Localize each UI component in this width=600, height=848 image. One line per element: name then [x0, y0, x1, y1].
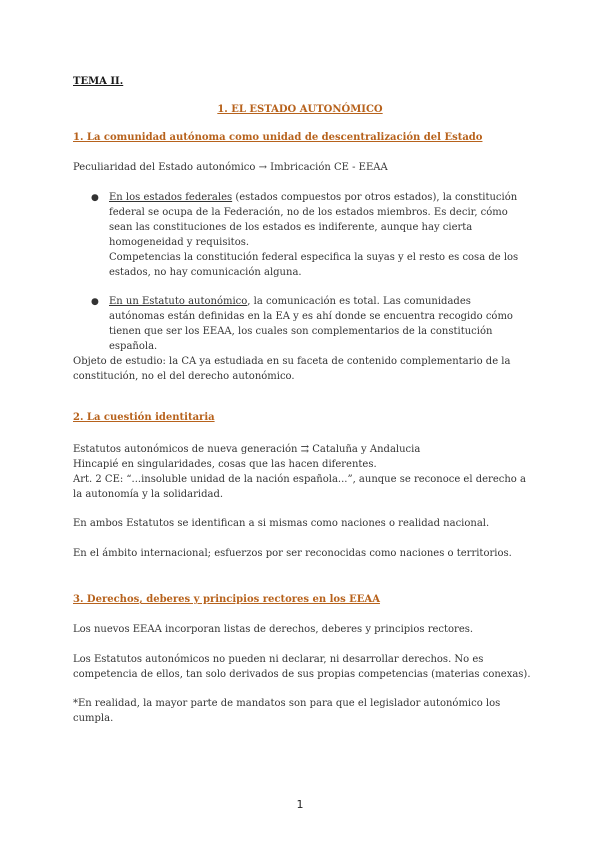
section-1-intro: Peculiaridad del Estado autonómico → Imbricación CE - EEAA [73, 162, 388, 173]
section-2-line-1: Estatutos autonómicos de nueva generación ⇉ Cataluña y Andalucia [73, 444, 421, 455]
page-number: 1 [296, 798, 304, 811]
section-3-para-1: Los nuevos EEAA incorporan listas de derechos, deberes y principios rectores. [73, 624, 474, 635]
bullet-1-text [109, 190, 529, 250]
section-3-para-3: *En realidad, la mayor parte de mandatos son para que el legislador autonómico los cumpla. [73, 698, 501, 724]
section-2-para-2: En ambos Estatutos se identifican a si mismas como naciones o realidad nacional. [73, 518, 490, 529]
section-3-heading: 3. Derechos, deberes y principios rectores en los EEAA [73, 594, 380, 605]
tema-label: TEMA II. [73, 76, 124, 87]
section-2-line-3: Art. 2 CE: “...insoluble unidad de la nación española...”, aunque se reconoce el derecho a la autonomía y la solidaridad. [73, 474, 526, 500]
bullet-1-continuation: Competencias la constitución federal especifica la suyas y el resto es cosa de los estados, no hay comunicación alguna. [109, 252, 519, 278]
section-2-heading: 2. La cuestión identitaria [73, 412, 215, 423]
bullet-2-text [109, 294, 529, 354]
section-2-para-3: En el ámbito internacional; esfuerzos por ser reconocidas como naciones o territorios. [73, 548, 512, 559]
section-2-line-2: Hincapié en singularidades, cosas que las hacen diferentes. [73, 459, 377, 470]
bullet-2-underlined: En un Estatuto autonómico [109, 296, 248, 307]
bullet-dot-2: ● [91, 297, 99, 307]
bullet-2-rest: , la comunicación es total. Las comunidades autónomas están definidas en la EA y es ahí donde se encuentra recogido cómo tienen que ser los EEAA, los cuales son complementarios de la constitución española. [109, 296, 513, 352]
section-3-para-2: Los Estatutos autonómicos no pueden ni declarar, ni desarrollar derechos. No es competencia de ellos, tan solo derivados de sus propias competencias (materias conexas). [73, 654, 531, 680]
bullet-dot-1: ● [91, 193, 99, 203]
bullet-1-underlined: En los estados federales [109, 192, 233, 203]
section-1-heading: 1. La comunidad autónoma como unidad de descentralización del Estado [73, 132, 483, 143]
document-title: 1. EL ESTADO AUTONÓMICO [217, 104, 383, 115]
section-1-closing: Objeto de estudio: la CA ya estudiada en su faceta de contenido complementario de la constitución, no el del derecho autonómico. [73, 356, 511, 382]
bullet-1-rest: (estados compuestos por otros estados), la constitución federal se ocupa de la Federación, no de los estados miembros. Es decir, cómo sean las constituciones de los estados es indiferente, aunque hay cierta homogeneidad y requisitos. [109, 192, 518, 248]
